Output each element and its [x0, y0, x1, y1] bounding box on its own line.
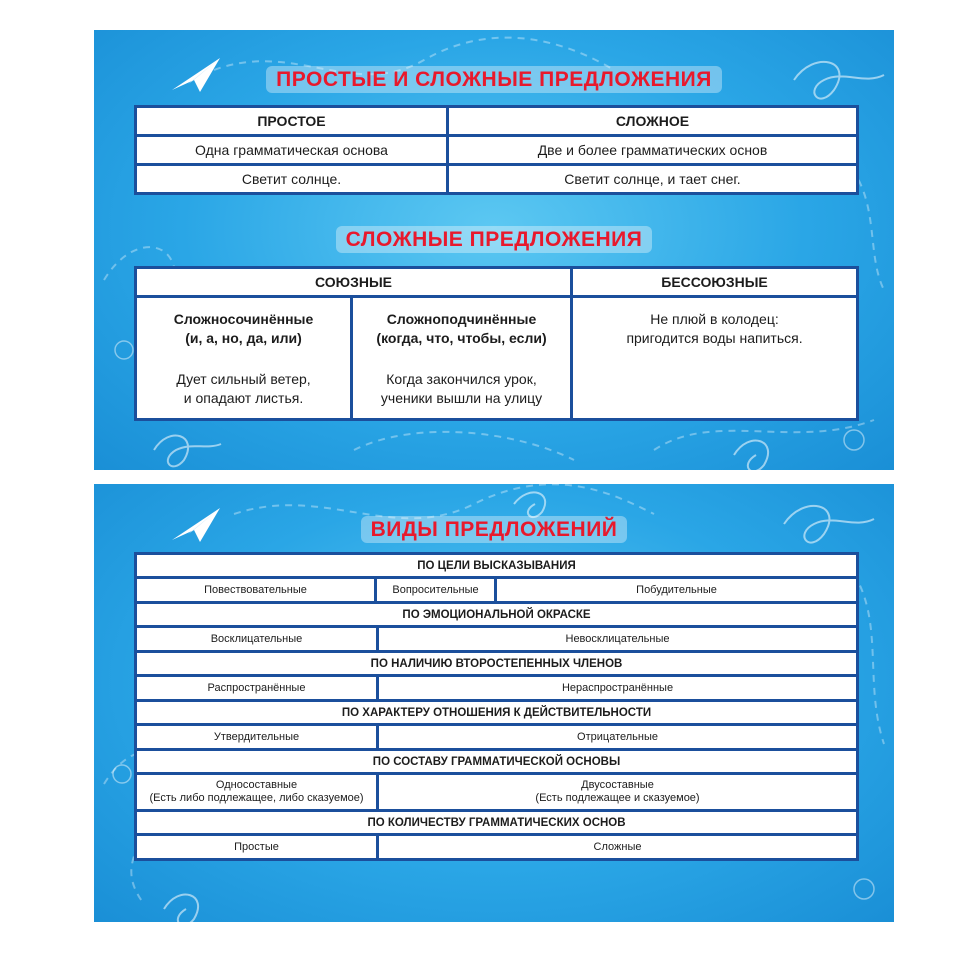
title-simple-complex: ПРОСТЫЕ И СЛОЖНЫЕ ПРЕДЛОЖЕНИЯ	[94, 68, 894, 92]
header-nonunion: БЕССОЮЗНЫЕ	[572, 268, 858, 297]
cell-nonunion	[572, 297, 858, 420]
item-exclamatory: Восклицательные	[136, 627, 378, 652]
compound-name: Сложносочинённые	[173, 311, 314, 327]
nonunion-example-1: Не плюй в колодец:	[650, 311, 779, 327]
header-complex: СЛОЖНОЕ	[448, 107, 858, 136]
header-grammatical-base-composition: ПО СОСТАВУ ГРАММАТИЧЕСКОЙ ОСНОВЫ	[136, 750, 858, 774]
item-affirmative: Утвердительные	[136, 725, 378, 750]
item-interrogative: Вопросительные	[376, 578, 496, 603]
one-part-note: (Есть либо подлежащее, либо сказуемое)	[149, 792, 364, 804]
header-simple: ПРОСТОЕ	[136, 107, 448, 136]
compound-example-1: Дует сильный ветер,	[176, 371, 311, 387]
complex-name: Сложноподчинённые	[386, 311, 537, 327]
complex-example-1: Когда закончился урок,	[386, 371, 537, 387]
title-sentence-types: ВИДЫ ПРЕДЛОЖЕНИЙ	[94, 518, 894, 542]
one-part-label: Односоставные	[215, 779, 298, 791]
nonunion-example-2: пригодится воды напиться.	[626, 330, 803, 346]
simple-definition: Одна грамматическая основа	[136, 136, 448, 165]
item-complex: Сложные	[378, 835, 858, 860]
item-narrative: Повествовательные	[136, 578, 376, 603]
item-non-exclamatory: Невосклицательные	[378, 627, 858, 652]
item-negative: Отрицательные	[378, 725, 858, 750]
header-union: СОЮЗНЫЕ	[136, 268, 572, 297]
complex-example-2: ученики вышли на улицу	[380, 390, 543, 406]
header-purpose: ПО ЦЕЛИ ВЫСКАЗЫВАНИЯ	[136, 554, 858, 578]
complex-example: Светит солнце, и тает снег.	[448, 165, 858, 194]
card-simple-complex	[94, 30, 894, 470]
compound-example-2: и опадают листья.	[183, 390, 304, 406]
table-complex-types	[134, 266, 859, 421]
cell-compound	[136, 297, 352, 420]
item-extended: Распространённые	[136, 676, 378, 701]
card-sentence-types	[94, 484, 894, 922]
header-emotion: ПО ЭМОЦИОНАЛЬНОЙ ОКРАСКЕ	[136, 603, 858, 627]
two-part-note: (Есть подлежащее и сказуемое)	[535, 792, 700, 804]
header-secondary-members: ПО НАЛИЧИЮ ВТОРОСТЕПЕННЫХ ЧЛЕНОВ	[136, 652, 858, 676]
header-grammatical-base-count: ПО КОЛИЧЕСТВУ ГРАММАТИЧЕСКИХ ОСНОВ	[136, 811, 858, 835]
header-reality-relation: ПО ХАРАКТЕРУ ОТНОШЕНИЯ К ДЕЙСТВИТЕЛЬНОСТИ	[136, 701, 858, 725]
compound-conjunctions: (и, а, но, да, или)	[185, 330, 302, 346]
item-simple: Простые	[136, 835, 378, 860]
cell-complex	[352, 297, 572, 420]
two-part-label: Двусоставные	[581, 779, 654, 791]
title-complex-sentences: СЛОЖНЫЕ ПРЕДЛОЖЕНИЯ	[94, 228, 894, 252]
complex-definition: Две и более грамматических основ	[448, 136, 858, 165]
complex-conjunctions: (когда, что, чтобы, если)	[376, 330, 547, 346]
simple-example: Светит солнце.	[136, 165, 448, 194]
table-simple-vs-complex	[134, 105, 859, 195]
item-one-part	[136, 774, 378, 811]
item-non-extended: Нераспространённые	[378, 676, 858, 701]
item-two-part	[378, 774, 858, 811]
item-imperative: Побудительные	[496, 578, 858, 603]
table-sentence-types	[134, 552, 859, 861]
